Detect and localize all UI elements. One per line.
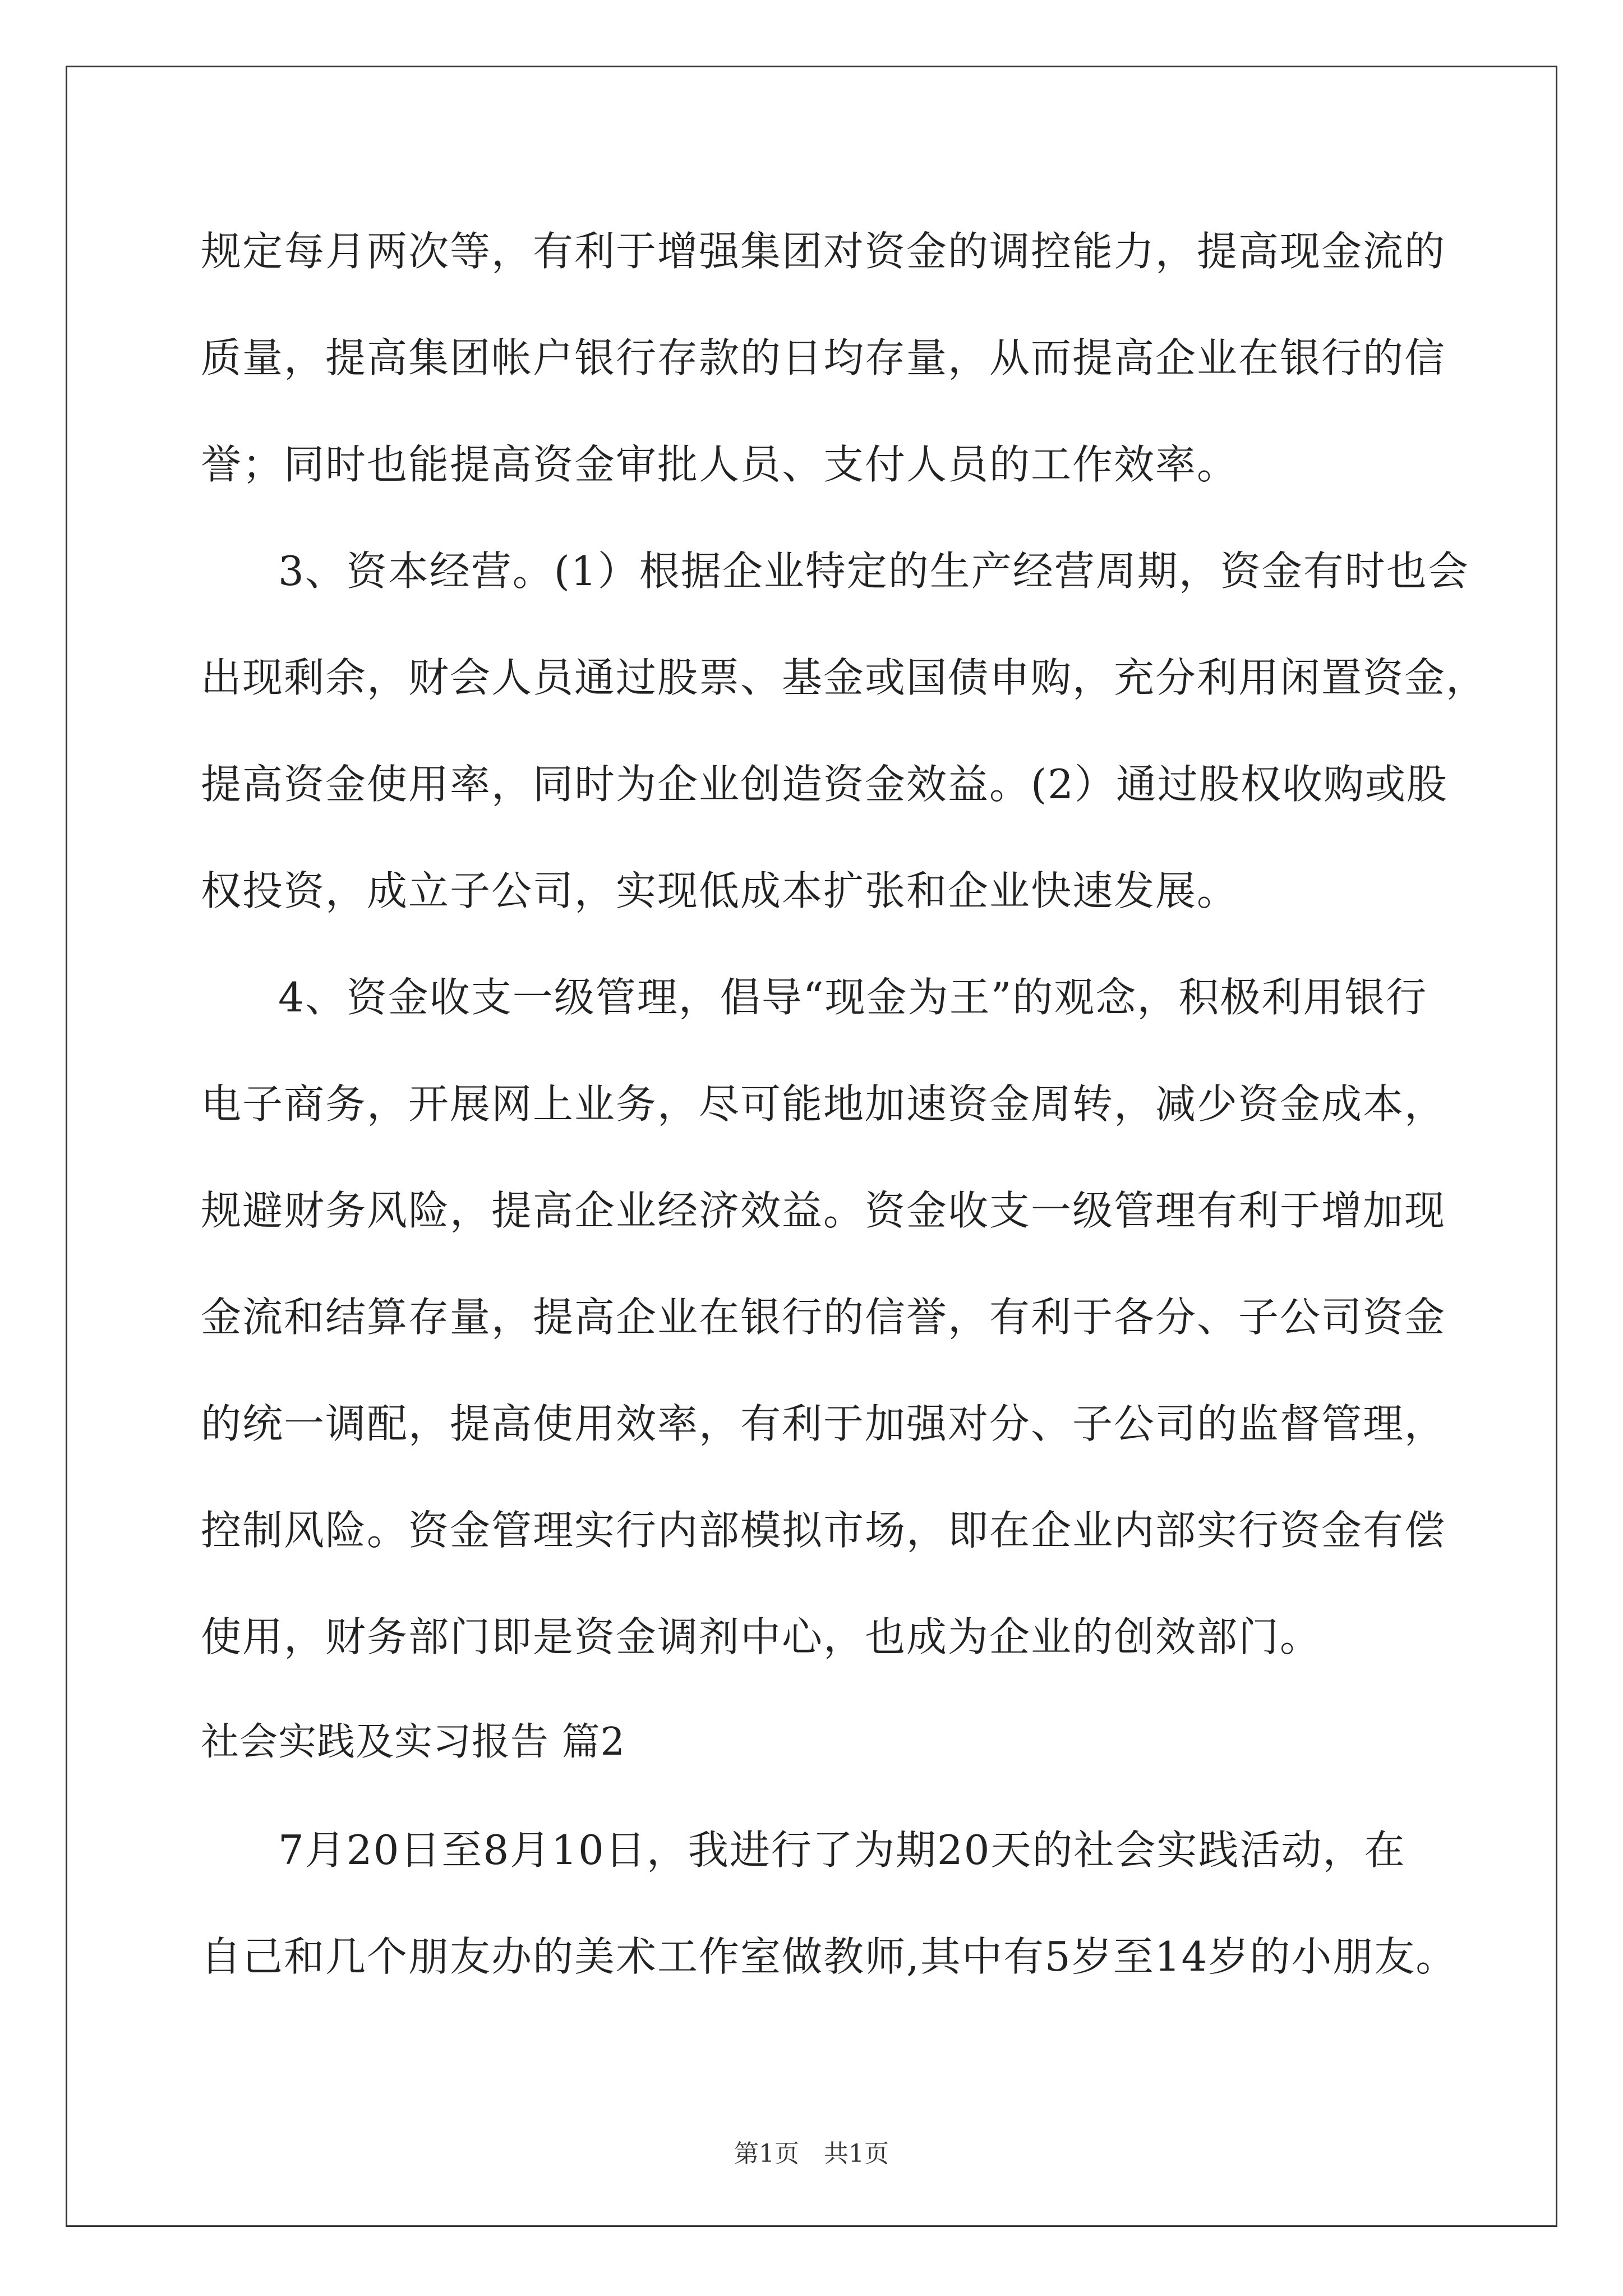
text-line: 自己和几个朋友办的美术工作室做教师,其中有5岁至14岁的小朋友。 xyxy=(201,1933,1458,1980)
paragraph-3-start: 3、资本经营。(1）根据企业特定的生产经营周期，资金有时也会 xyxy=(278,547,1469,595)
text-line: 质量，提高集团帐户银行存款的日均存量，从而提高企业在银行的信 xyxy=(201,334,1446,381)
page-border xyxy=(66,66,1557,2227)
section-heading: 社会实践及实习报告 篇2 xyxy=(201,1720,625,1764)
paragraph-4-start: 4、资金收支一级管理，倡导“现金为王”的观念，积极利用银行 xyxy=(278,974,1428,1021)
text-line: 誉；同时也能提高资金审批人员、支付人员的工作效率。 xyxy=(201,441,1239,488)
text-line: 的统一调配，提高使用效率，有利于加强对分、子公司的监督管理， xyxy=(201,1400,1446,1447)
text-line: 金流和结算存量，提高企业在银行的信誉，有利于各分、子公司资金 xyxy=(201,1294,1446,1341)
text-line: 控制风险。资金管理实行内部模拟市场，即在企业内部实行资金有偿 xyxy=(201,1507,1446,1554)
text-line: 规定每月两次等，有利于增强集团对资金的调控能力，提高现金流的 xyxy=(201,228,1446,275)
text-line: 使用，财务部门即是资金调剂中心，也成为企业的创效部门。 xyxy=(201,1613,1322,1660)
page-footer: 第1页 共1页 xyxy=(734,2139,889,2168)
text-line: 提高资金使用率，同时为企业创造资金效益。(2）通过股权收购或股 xyxy=(201,761,1448,808)
paragraph-start: 7月20日至8月10日，我进行了为期20天的社会实践活动，在 xyxy=(278,1826,1406,1874)
text-line: 权投资，成立子公司，实现低成本扩张和企业快速发展。 xyxy=(201,867,1239,914)
text-line: 规避财务风险，提高企业经济效益。资金收支一级管理有利于增加现 xyxy=(201,1187,1446,1234)
text-line: 电子商务，开展网上业务，尽可能地加速资金周转，减少资金成本， xyxy=(201,1080,1446,1128)
text-line: 出现剩余，财会人员通过股票、基金或国债申购，充分利用闲置资金， xyxy=(201,654,1488,701)
